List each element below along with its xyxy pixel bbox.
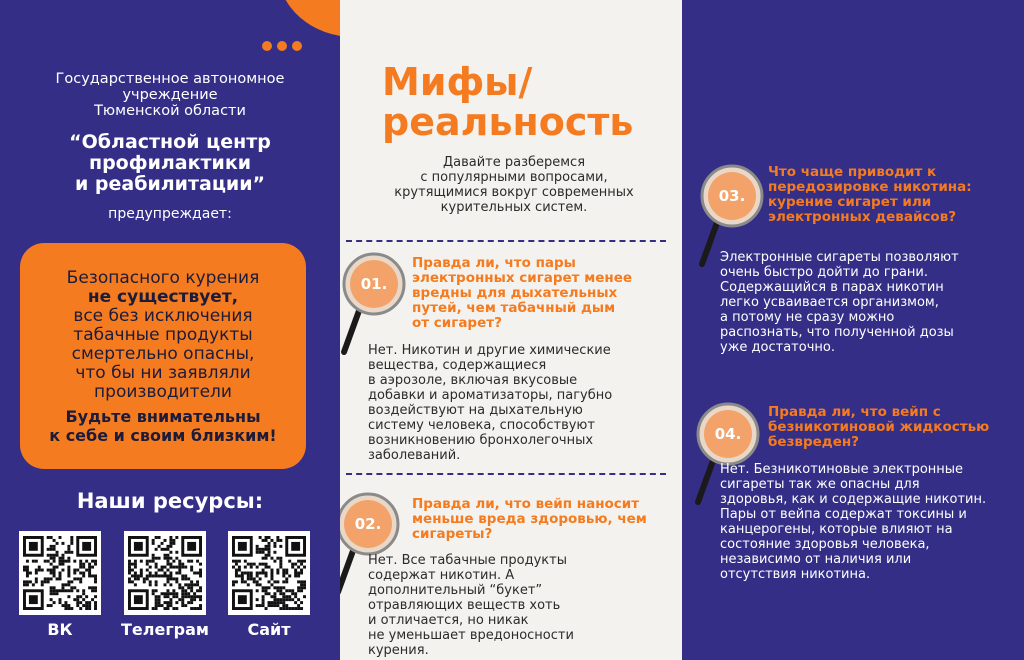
qr-code-site[interactable]: [228, 531, 310, 615]
dashed-divider: [346, 240, 666, 242]
question-4-answer: Нет. Безникотиновые электронные сигареты так же опасны для здоровья, как и содержащие никотин. Пары от вейпа содержат токсины и канцерогены, которые влияют на состояние здоровья человека, независимо от наличия или отсутствия никотина.: [720, 462, 987, 582]
organization-name: “Областной центр профилактики и реабилитации”: [69, 131, 271, 195]
right-panel: [682, 0, 1024, 660]
qr-code-icon: [23, 535, 97, 611]
resources-title: Наши ресурсы:: [76, 489, 264, 513]
dot-icon: [262, 41, 272, 51]
organization-type: Государственное автономное учреждение Тюменской области: [55, 71, 285, 119]
qr-code-vk[interactable]: [19, 531, 101, 615]
question-3-answer: Электронные сигареты позволяют очень быстро дойти до грани. Содержащийся в парах никотин легко усваивается организмом, а потому не сразу можно распознать, что полученной дозы уже достаточно.: [720, 250, 959, 355]
qr-code-icon: [128, 535, 202, 611]
warns-label: предупреждает:: [108, 206, 232, 222]
myths-title: Мифы/ реальность: [382, 60, 634, 144]
intro-text: Давайте разберемся с популярными вопросами, крутящимися вокруг современных курительных систем.: [394, 155, 634, 215]
decorative-circle: [278, 0, 340, 37]
left-panel: [0, 0, 340, 660]
dot-icon: [277, 41, 287, 51]
decorative-dots: [262, 41, 302, 51]
question-2-title: Правда ли, что вейп наносит меньше вреда здоровью, чем сигареты?: [412, 496, 647, 542]
qr-label-site[interactable]: Сайт: [247, 620, 291, 639]
question-number: 03.: [718, 187, 746, 205]
question-number: 04.: [714, 425, 742, 443]
qr-code-telegram[interactable]: [124, 531, 206, 615]
question-4-title: Правда ли, что вейп с безникотиновой жидкостью безвреден?: [768, 404, 990, 450]
warning-text: Безопасного курения не существует, все без исключения табачные продукты смертельно опасны, что бы ни заявляли производители: [66, 268, 260, 402]
qr-code-icon: [232, 535, 306, 611]
dot-icon: [292, 41, 302, 51]
question-2-answer: Нет. Все табачные продукты содержат никотин. А дополнительный “букет” отравляющих веществ хоть и отличается, но никак не уменьшает вредоносности курения.: [368, 553, 574, 658]
question-number: 02.: [354, 515, 382, 533]
warning-box: [20, 243, 306, 469]
dashed-divider: [346, 473, 666, 475]
question-1-answer: Нет. Никотин и другие химические вещества, содержащиеся в аэрозоле, включая вкусовые добавки и ароматизаторы, пагубно воздействуют на дыхательную систему человека, способствуют возникновению бронхолегочных заболеваний.: [368, 343, 613, 463]
question-number: 01.: [360, 275, 388, 293]
call-to-action: Будьте внимательны к себе и своим близким!: [49, 407, 277, 445]
question-3-title: Что чаще приводит к передозировке никотина: курение сигарет или электронных девайсов?: [768, 164, 972, 225]
question-1-title: Правда ли, что пары электронных сигарет менее вредны для дыхательных путей, чем табачный дым от сигарет?: [412, 255, 633, 331]
middle-panel: [340, 0, 682, 660]
qr-label-vk[interactable]: ВК: [47, 620, 73, 639]
qr-label-telegram[interactable]: Телеграм: [120, 620, 210, 639]
